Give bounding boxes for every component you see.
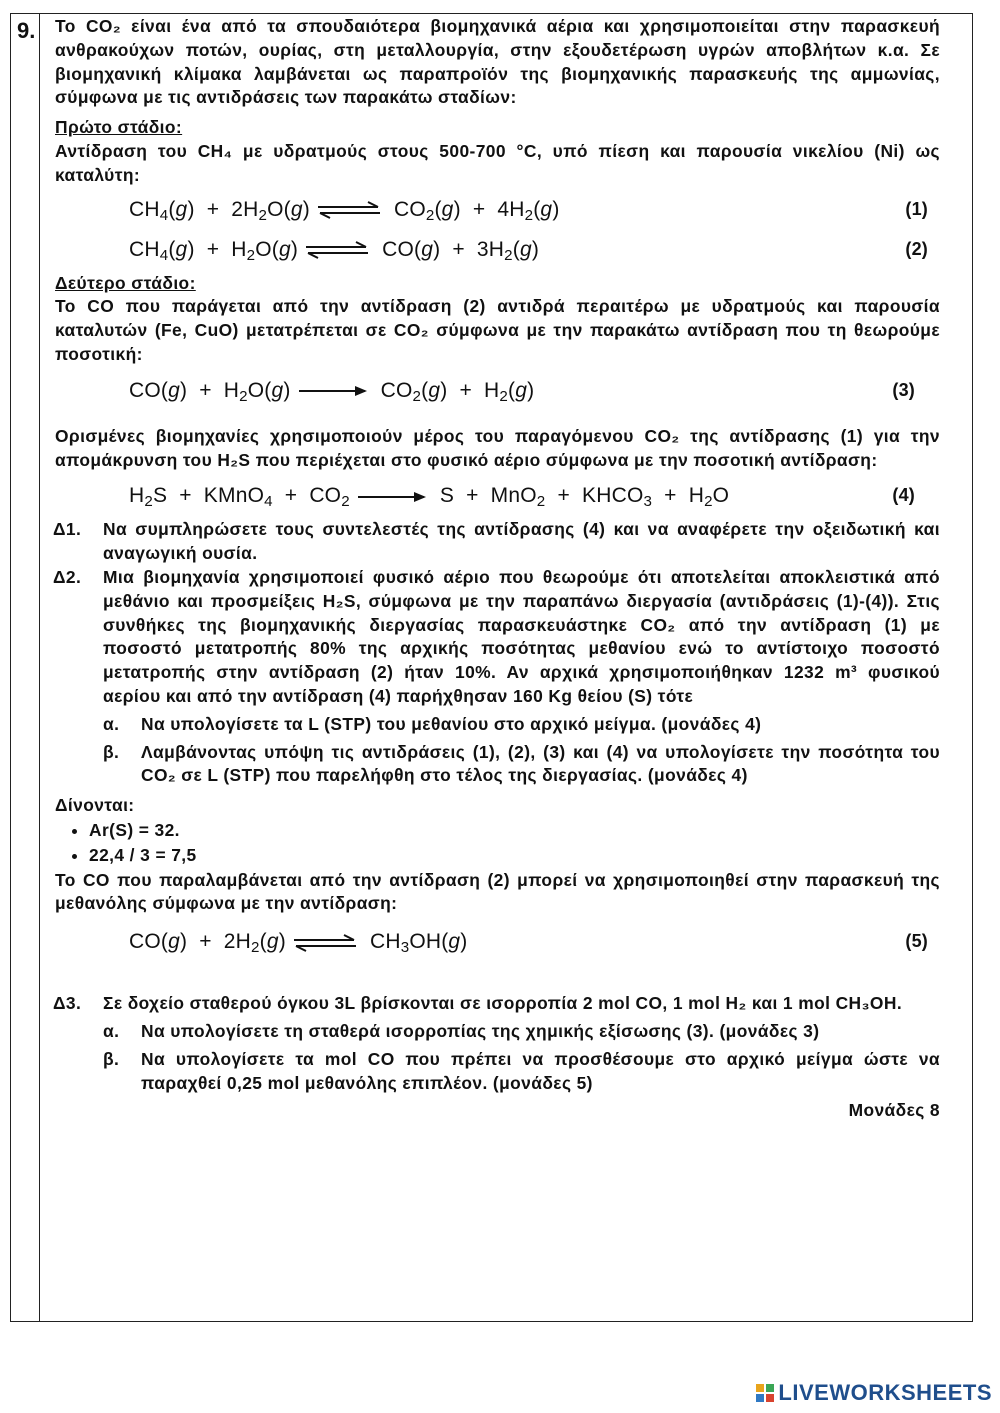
- equation-2: $CH_4(g) + H_2O(g) CO(g) + 3H_2(g)$ (2): [129, 237, 928, 264]
- stage1-text: Αντίδραση του CH₄ με υδρατμούς στους 500-700 °C, υπό πίεση και παρουσία νικελίου (Ni) ως καταλύτη:: [55, 140, 940, 185]
- d2-part-b: β. Λαμβάνοντας υπόψη τις αντιδράσεις (1), (2), (3) και (4) να υπολογίσετε την ποσότητα του CO₂ σε L (STP) που παρελήφθη στο τέλος της διεργασίας. (μονάδες 4): [103, 741, 940, 786]
- d2-label: Δ2.: [53, 566, 82, 587]
- d2-part-a: α. Να υπολογίσετε τα L (STP) του μεθανίου στο αρχικό μείγμα. (μονάδες 4): [103, 713, 762, 734]
- brand-logo[interactable]: [756, 1380, 992, 1406]
- equation-3: $CO(g) + H_2O(g) CO_2(g) + H_2(g)$ (3): [129, 378, 915, 405]
- given-list: [55, 819, 940, 868]
- equation-number-1: (1): [905, 198, 928, 219]
- d1-text: Να συμπληρώσετε τους συντελεστές της αντίδρασης (4) και να αναφέρετε την οξειδωτική και αναγωγική ουσία.: [103, 519, 940, 564]
- question-number: 9.: [17, 18, 36, 43]
- co-paragraph: Το CO που παραλαμβάνεται από την αντίδραση (2) μπορεί να χρησιμοποιηθεί στην παρασκευή της μεθανόλης σύμφωνα με την αντίδραση:: [55, 869, 940, 914]
- equation-number-4: (4): [892, 485, 915, 506]
- d2-text: Μια βιομηχανία χρησιμοποιεί φυσικό αέριο που θεωρούμε ότι αποτελείται αποκλειστικά από μεθάνιο και προσμείξεις H₂S, σύμφωνα με την παραπάνω διεργασία (αντιδράσεις (1)-(4)). Στις συνθήκες της βιομηχανικής διεργασίας παρασκευάστηκε CO₂ από την αντίδραση (1) με ποσοστό μετατροπής 80% της αρχικής ποσότητας μεθανίου ενώ το αντίστοιχο ποσοστό μετατροπής στην αντίδραση (2) ήταν 10%. Αν αρχικά χρησιμοποιήθηκαν 1232 m³ φυσικού αερίου και από την αντίδραση (4) παρήχθησαν 160 Kg θείου (S) τότε: [103, 566, 940, 706]
- brand-text: LIVEWORKSHEETS: [778, 1380, 992, 1405]
- equation-number-5: (5): [905, 931, 928, 952]
- equilibrium-arrow-icon: [316, 201, 382, 219]
- equilibrium-arrow-icon: [292, 934, 358, 952]
- question-d1: [55, 518, 940, 566]
- reaction-arrow-icon: [356, 490, 428, 504]
- equation-1: $CH_4(g) + 2H_2O(g) CO_2(g) + 4H_2(g)$ (1): [129, 197, 928, 224]
- question-d3: [55, 992, 940, 1095]
- d1-label: Δ1.: [53, 519, 82, 540]
- equation-5: $CO(g) + 2H_2(g)$ $CH_3OH(g)$ (5): [129, 930, 928, 956]
- d3-part-b: β. Να υπολογίσετε τα mol CO που πρέπει να προσθέσουμε στο αρχικό μείγμα ώστε να παραχθεί 0,25 mol μεθανόλης επιπλέον. (μονάδες 5): [103, 1048, 940, 1093]
- d3-label: Δ3.: [53, 993, 82, 1014]
- stage1-title: Πρώτο στάδιο:: [55, 117, 183, 138]
- given-title: Δίνονται:: [55, 795, 135, 816]
- score-label: Μονάδες 8: [848, 1100, 940, 1121]
- equation-4: $H_2S$ + KMnO$_4$ + $CO_2$ $S + MnO_2 + KHCO_3 + H_2O$ (4): [129, 484, 915, 511]
- given-item: • Ar(S) = 32.: [89, 819, 940, 843]
- question-d2: [55, 566, 940, 788]
- liveworksheets-logo-icon: [756, 1384, 774, 1402]
- d3-text: Σε δοχείο σταθερού όγκου 3L βρίσκονται σε ισορροπία 2 mol CO, 1 mol H₂ και 1 mol CH₃OH.: [103, 993, 903, 1014]
- stage2-text: Το CO που παράγεται από την αντίδραση (2) αντιδρά περαιτέρω με υδρατμούς και παρουσία καταλυτών (Fe, CuO) μετατρέπεται σε CO₂ σύμφωνα με την παρακάτω αντίδραση που τη θεωρούμε ποσοτική:: [55, 296, 940, 364]
- d3-part-a: α. Να υπολογίσετε τη σταθερά ισορροπίας της χημικής εξίσωσης (3). (μονάδες 3): [103, 1020, 820, 1041]
- equation-number-3: (3): [892, 379, 915, 400]
- reaction-arrow-icon: [297, 384, 369, 398]
- h2s-paragraph: Ορισμένες βιομηχανίες χρησιμοποιούν μέρος του παραγόμενου CO₂ της αντίδρασης (1) για την απομάκρυνση του H₂S που περιέχεται στο φυσικό αέριο σύμφωνα με την ποσοτική αντίδραση:: [55, 425, 940, 470]
- number-column: [10, 13, 40, 1322]
- stage2-title: Δεύτερο στάδιο:: [55, 272, 196, 293]
- intro-paragraph: Το CO₂ είναι ένα από τα σπουδαιότερα βιομηχανικά αέρια και χρησιμοποιείται στην παρασκευή ανθρακούχων ποτών, ουρίας, στη μεταλλουργία, στην εξουδετέρωση υγρών αποβλήτων κ.α. Σε βιομηχανική κλίμακα λαμβάνεται ως παραπροϊόν της βιομηχανικής παρασκευής της αμμωνίας, σύμφωνα με τις αντιδράσεις των παρακάτω σταδίων:: [55, 16, 940, 108]
- equation-number-2: (2): [905, 238, 928, 259]
- given-item: • 22,4 / 3 = 7,5: [89, 844, 940, 868]
- question-content: [55, 15, 940, 1123]
- equilibrium-arrow-icon: [304, 241, 370, 259]
